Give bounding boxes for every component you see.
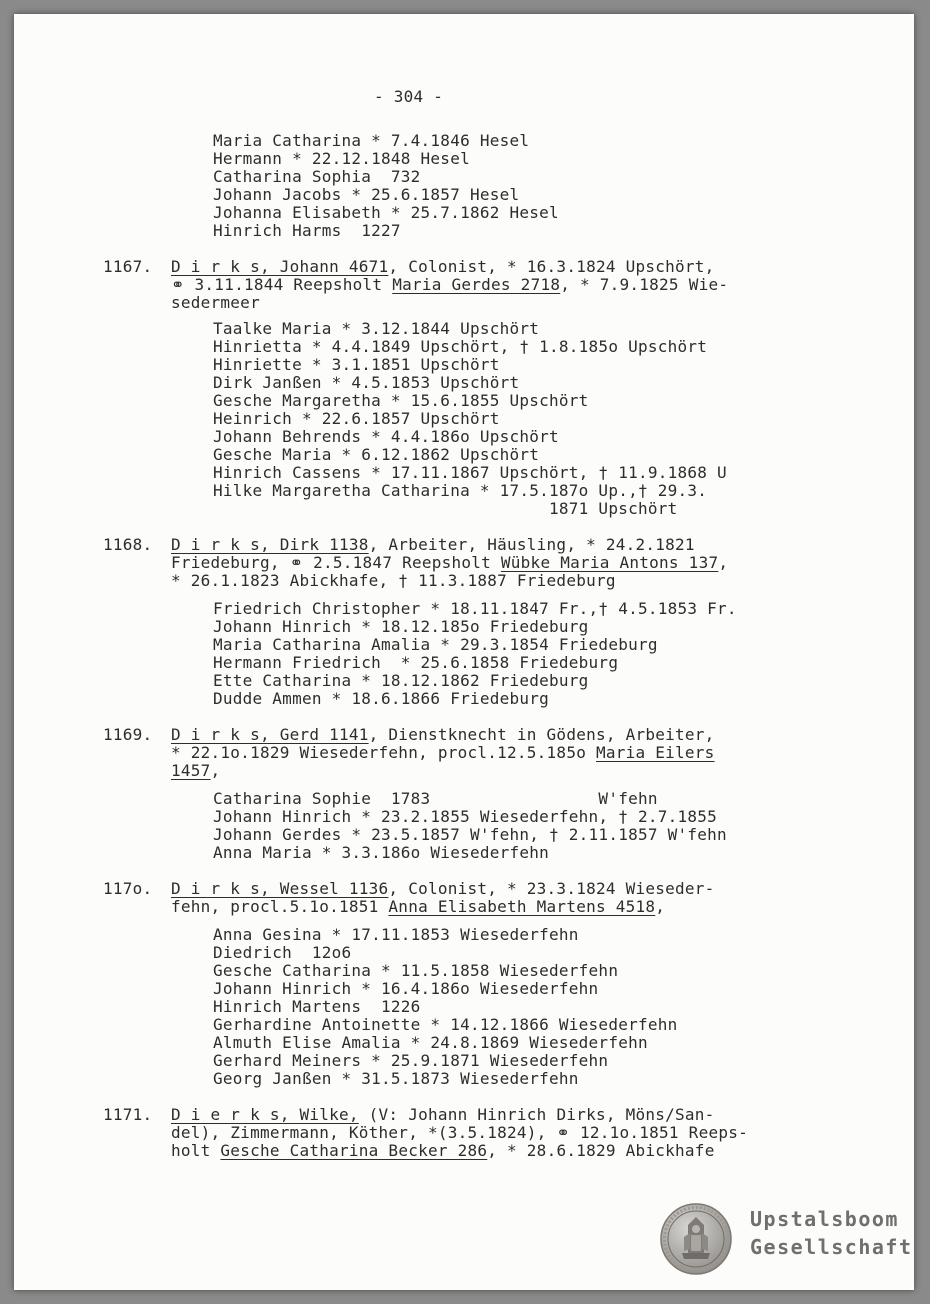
- person-name: D i r k s, Wessel 1136: [171, 879, 389, 898]
- child-item: Hinrich Cassens * 17.11.1867 Upschört, † 11.9.1868 U: [213, 463, 727, 482]
- entry-line: del), Zimmermann, Köther, *(3.5.1824), ⚭ 12.1o.1851 Reeps-: [171, 1123, 748, 1142]
- entry-text: ,: [718, 553, 729, 572]
- spouse-name: Maria Eilers: [595, 743, 715, 762]
- entry-text: holt: [171, 1141, 221, 1160]
- list-item: Hermann * 22.12.1848 Hesel: [213, 149, 470, 168]
- entry-number: 1167.: [103, 257, 153, 276]
- child-item: Gesche Margaretha * 15.6.1855 Upschört: [213, 391, 589, 410]
- logo-text-line1: Upstalsboom: [750, 1207, 899, 1231]
- child-item: Diedrich 12o6: [213, 943, 352, 962]
- entry-text: , Colonist, * 23.3.1824 Wieseder-: [388, 879, 715, 898]
- child-item: 1871 Upschört: [213, 499, 678, 518]
- child-item: Gesche Maria * 6.12.1862 Upschört: [213, 445, 540, 464]
- entry-text: fehn, procl.5.1o.1851: [171, 897, 389, 916]
- child-item: Heinrich * 22.6.1857 Upschört: [213, 409, 500, 428]
- entry-line: sedermeer: [171, 293, 260, 312]
- entry-line: [171, 554, 728, 572]
- entry-text: ,: [655, 897, 666, 916]
- spouse-name: Anna Elisabeth Martens 4518: [388, 897, 656, 916]
- entry-header: [171, 726, 715, 744]
- entry-text: (V: Johann Hinrich Dirks, Möns/San-: [358, 1105, 715, 1124]
- entry-line: [171, 744, 715, 762]
- person-name: D i r k s, Dirk 1138: [171, 535, 369, 554]
- child-item: Hinriette * 3.1.1851 Upschört: [213, 355, 500, 374]
- entry-number: 117o.: [103, 879, 153, 898]
- child-item: Johann Hinrich * 23.2.1855 Wiesederfehn, † 2.7.1855: [213, 807, 718, 826]
- child-item: Dirk Janßen * 4.5.1853 Upschört: [213, 373, 520, 392]
- child-item: Johann Gerdes * 23.5.1857 W'fehn, † 2.11.1857 W'fehn: [213, 825, 727, 844]
- child-item: Ette Catharina * 18.12.1862 Friedeburg: [213, 671, 589, 690]
- child-item: Johann Behrends * 4.4.186o Upschört: [213, 427, 559, 446]
- entry-text: ⚭ 3.11.1844 Reepsholt: [171, 275, 393, 294]
- entry-header: [171, 880, 715, 898]
- child-item: Hinrietta * 4.4.1849 Upschört, † 1.8.185o Upschört: [213, 337, 708, 356]
- child-item: Johann Hinrich * 16.4.186o Wiesederfehn: [213, 979, 599, 998]
- entry-text: ,: [210, 761, 221, 780]
- entry-line: [171, 276, 728, 294]
- entry-text: , * 28.6.1829 Abickhafe: [487, 1141, 715, 1160]
- entry-text: , * 7.9.1825 Wie-: [560, 275, 729, 294]
- entry-header: [171, 258, 715, 276]
- child-item: Catharina Sophie 1783 W'fehn: [213, 789, 658, 808]
- child-item: Anna Gesina * 17.11.1853 Wiesederfehn: [213, 925, 579, 944]
- child-item: Friedrich Christopher * 18.11.1847 Fr.,† 4.5.1853 Fr.: [213, 599, 737, 618]
- entry-text: , Arbeiter, Häusling, * 24.2.1821: [368, 535, 695, 554]
- spouse-name: Wübke Maria Antons 137: [500, 553, 719, 572]
- spouse-name: Maria Gerdes 2718: [392, 275, 561, 294]
- entry-line: [171, 898, 665, 916]
- entry-text: Friedeburg, ⚭ 2.5.1847 Reepsholt: [171, 553, 501, 572]
- document-page: [14, 14, 914, 1290]
- person-name: D i r k s, Gerd 1141: [171, 725, 369, 744]
- entry-text: , Colonist, * 16.3.1824 Upschört,: [388, 257, 715, 276]
- list-item: Maria Catharina * 7.4.1846 Hesel: [213, 131, 530, 150]
- entry-text: * 22.1o.1829 Wiesederfehn, procl.12.5.185o: [171, 743, 596, 762]
- entry-line: * 26.1.1823 Abickhafe, † 11.3.1887 Friedeburg: [171, 571, 616, 590]
- list-item: Hinrich Harms 1227: [213, 221, 401, 240]
- child-item: Georg Janßen * 31.5.1873 Wiesederfehn: [213, 1069, 579, 1088]
- child-item: Hilke Margaretha Catharina * 17.5.187o Up.,† 29.3.: [213, 481, 708, 500]
- entry-line: [171, 762, 220, 780]
- child-item: Gesche Catharina * 11.5.1858 Wiesederfehn: [213, 961, 619, 980]
- child-item: Hinrich Martens 1226: [213, 997, 421, 1016]
- child-item: Taalke Maria * 3.12.1844 Upschört: [213, 319, 540, 338]
- child-item: Gerhard Meiners * 25.9.1871 Wiesederfehn: [213, 1051, 609, 1070]
- logo-text-line2: Gesellschaft: [750, 1235, 913, 1259]
- spouse-name: Gesche Catharina Becker 286: [220, 1141, 488, 1160]
- list-item: Johann Jacobs * 25.6.1857 Hesel: [213, 185, 520, 204]
- entry-number: 1168.: [103, 535, 153, 554]
- child-item: Gerhardine Antoinette * 14.12.1866 Wiesederfehn: [213, 1015, 678, 1034]
- seal-icon: [660, 1203, 732, 1275]
- entry-line: [171, 1142, 715, 1160]
- entry-text: , Dienstknecht in Gödens, Arbeiter,: [368, 725, 715, 744]
- list-item: Catharina Sophia 732: [213, 167, 421, 186]
- page-number: - 304 -: [374, 87, 444, 106]
- child-item: Dudde Ammen * 18.6.1866 Friedeburg: [213, 689, 550, 708]
- entry-number: 1169.: [103, 725, 153, 744]
- child-item: Almuth Elise Amalia * 24.8.1869 Wiesederfehn: [213, 1033, 648, 1052]
- person-name: D i r k s, Johann 4671: [171, 257, 389, 276]
- entry-header: [171, 536, 695, 554]
- entry-header: [171, 1106, 715, 1124]
- spouse-name-cont: 1457: [171, 761, 211, 780]
- society-logo: [660, 1201, 913, 1281]
- person-name: D i e r k s, Wilke,: [171, 1105, 359, 1124]
- child-item: Anna Maria * 3.3.186o Wiesederfehn: [213, 843, 550, 862]
- entry-number: 1171.: [103, 1105, 153, 1124]
- child-item: Maria Catharina Amalia * 29.3.1854 Friedeburg: [213, 635, 658, 654]
- list-item: Johanna Elisabeth * 25.7.1862 Hesel: [213, 203, 559, 222]
- child-item: Johann Hinrich * 18.12.185o Friedeburg: [213, 617, 589, 636]
- child-item: Hermann Friedrich * 25.6.1858 Friedeburg: [213, 653, 619, 672]
